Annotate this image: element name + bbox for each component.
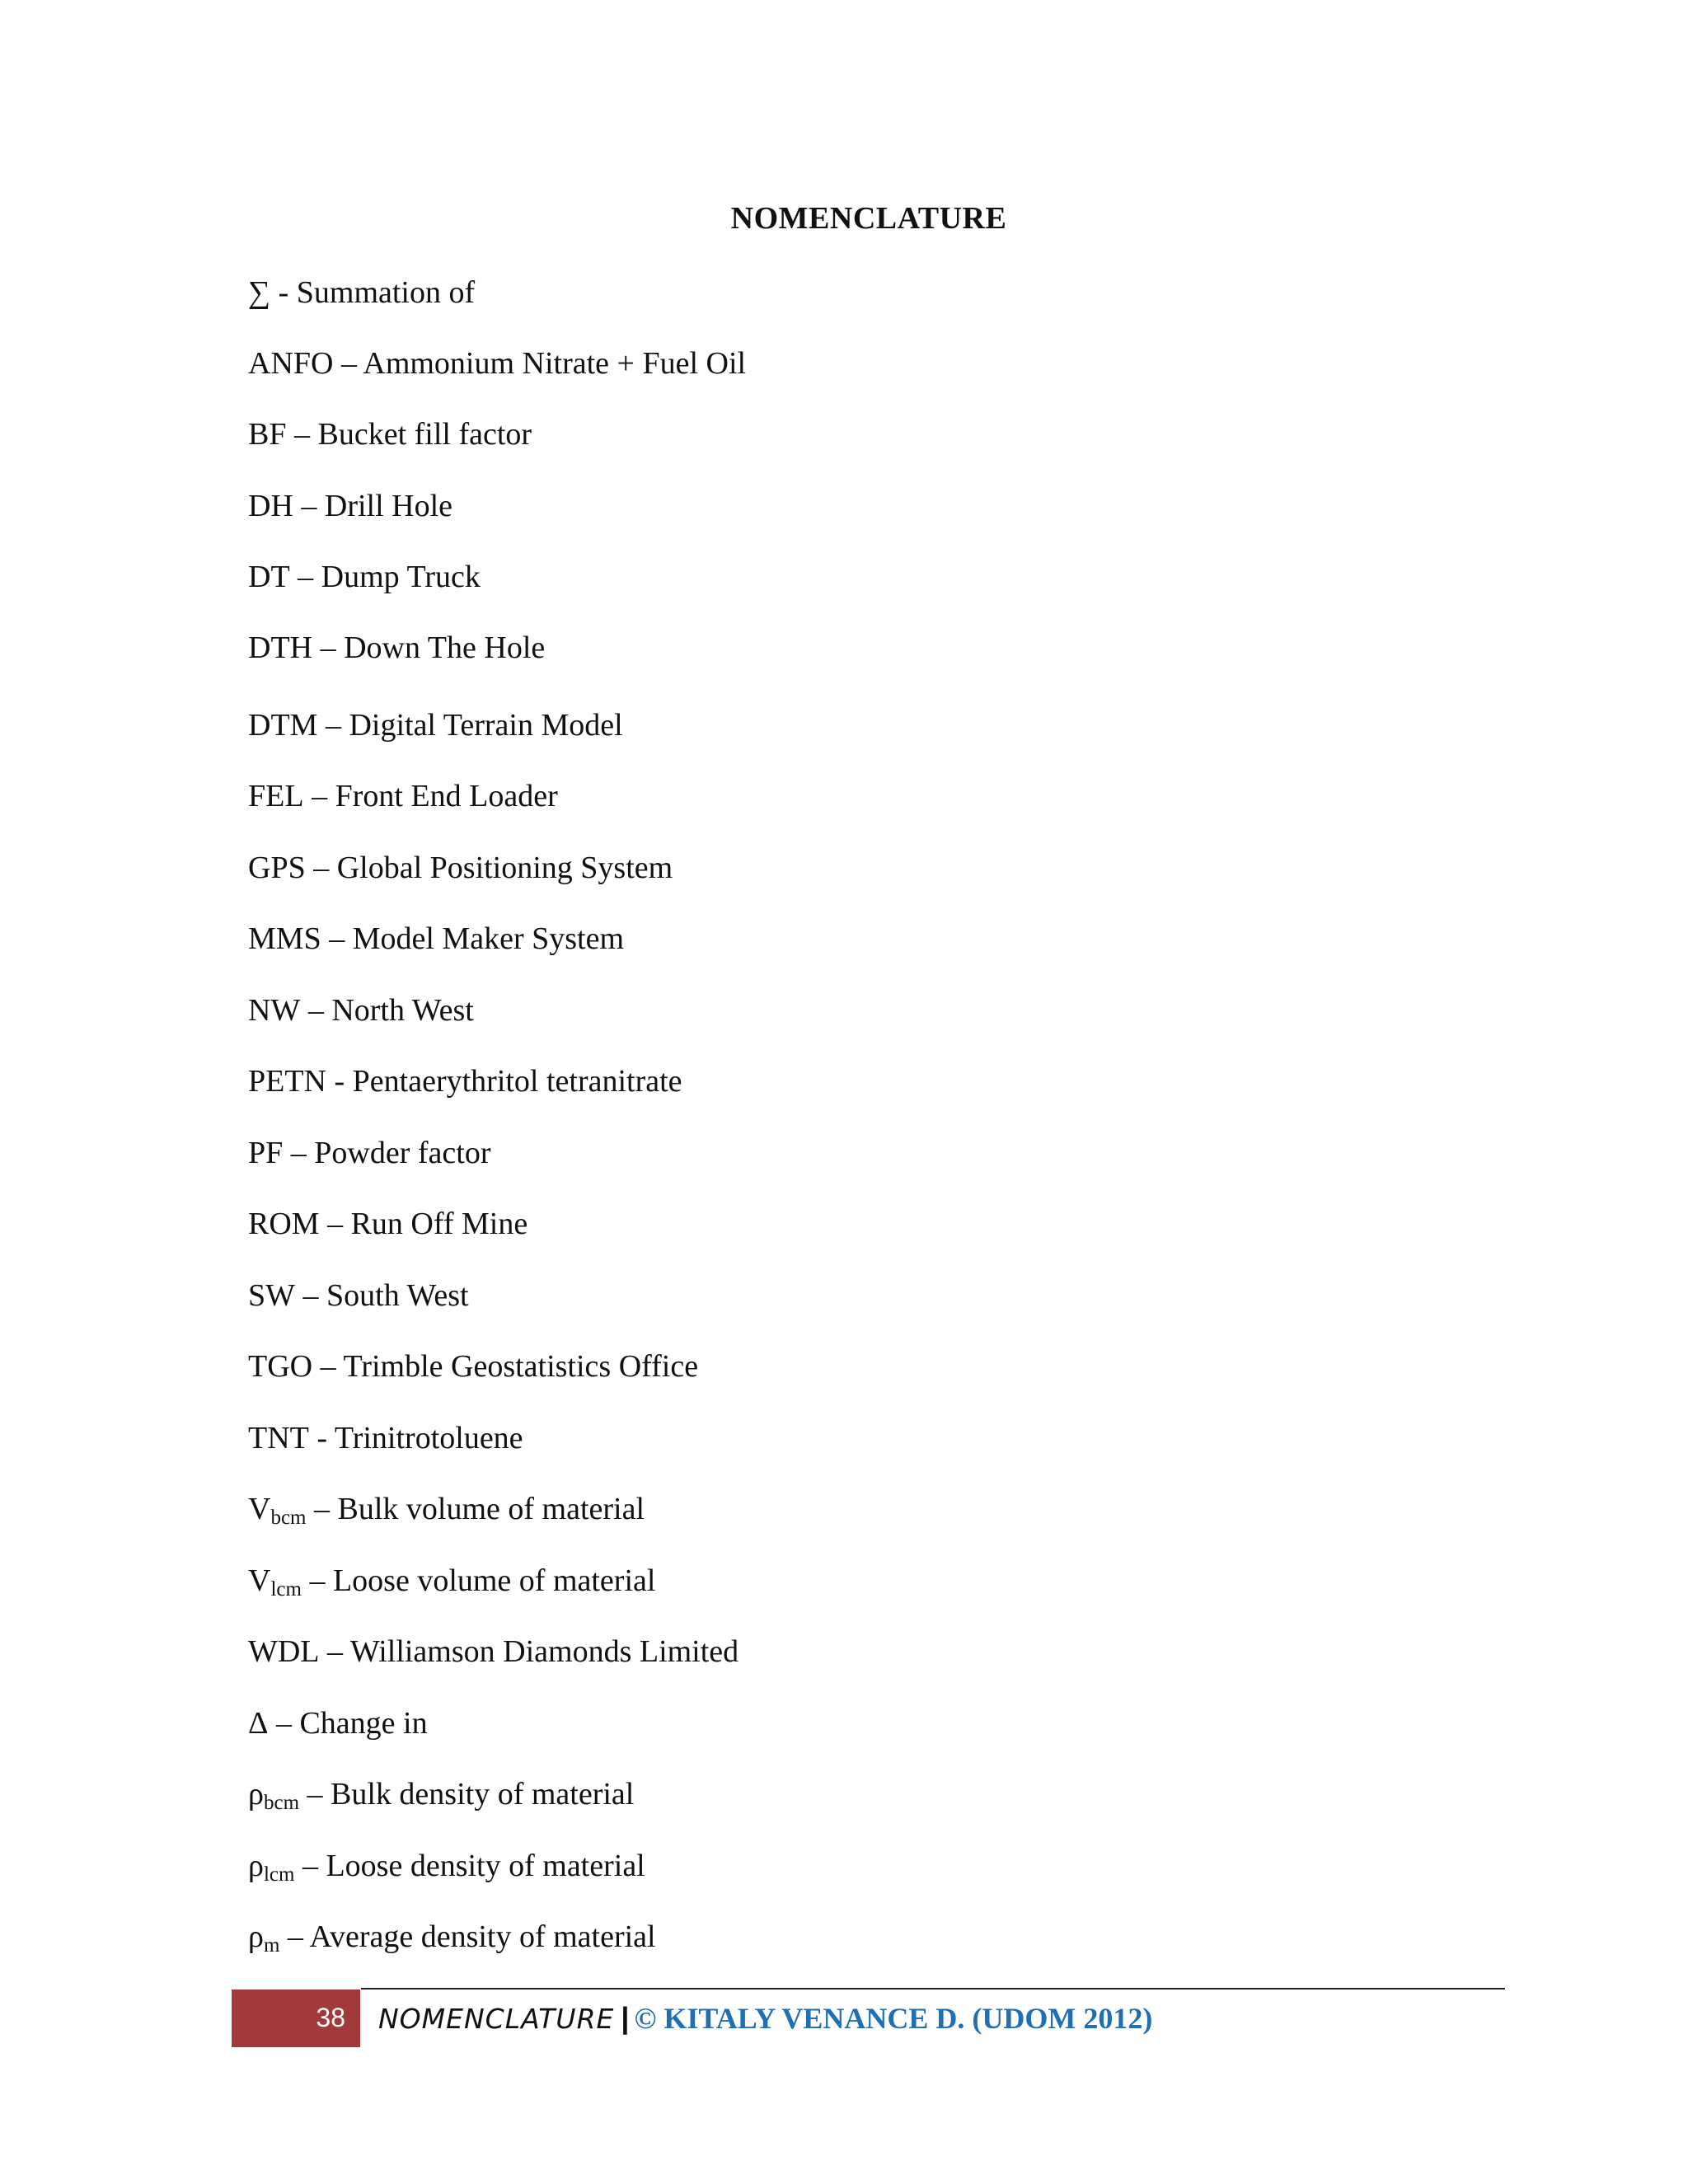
entry-description: Dump Truck [321, 560, 481, 594]
entry-subscript: m [263, 1934, 280, 1957]
entry-separator: – [321, 921, 353, 956]
entry-term: ρ [248, 1919, 264, 1954]
entry-description: North West [331, 993, 474, 1028]
nomenclature-entry [248, 1061, 682, 1102]
footer-copyright: © KITALY VENANCE D. (UDOM 2012) [634, 2002, 1153, 2035]
entry-separator: – [294, 1849, 326, 1883]
entry-description: Bulk volume of material [337, 1492, 645, 1526]
entry-subscript: bcm [270, 1507, 307, 1529]
entry-term: V [248, 1492, 271, 1526]
entry-term: WDL [248, 1634, 320, 1669]
entry-term: BF [248, 417, 287, 452]
footer-section-title: NOMENCLATURE [378, 2003, 615, 2035]
nomenclature-entry [248, 1916, 656, 1957]
entry-separator: – [319, 1634, 350, 1669]
entry-term: ρ [248, 1777, 264, 1811]
nomenclature-entry [248, 776, 558, 817]
entry-term: GPS [248, 851, 306, 885]
entry-separator: – [301, 1563, 333, 1598]
entry-term: Δ [248, 1706, 269, 1741]
entry-separator: – [317, 708, 349, 743]
entry-term: ROM [248, 1207, 320, 1241]
nomenclature-entry [248, 918, 624, 959]
nomenclature-entry [248, 1275, 469, 1316]
entry-description: Front End Loader [335, 779, 558, 813]
entry-term: SW [248, 1278, 295, 1313]
footer-separator: | [621, 2001, 630, 2035]
entry-separator: – [295, 1278, 326, 1313]
nomenclature-entry [248, 627, 545, 668]
page-footer [378, 1998, 1152, 2040]
entry-separator: – [279, 1919, 310, 1954]
nomenclature-entry [248, 847, 673, 888]
page-number-box [232, 1990, 360, 2047]
entry-description: Ammonium Nitrate + Fuel Oil [363, 346, 747, 381]
entry-description: Trimble Geostatistics Office [343, 1349, 699, 1384]
nomenclature-entry [248, 414, 532, 455]
entry-term: ∑ [248, 275, 271, 310]
entry-term: PF [248, 1136, 284, 1170]
entry-description: Bucket fill factor [317, 417, 532, 452]
nomenclature-entry [248, 990, 474, 1031]
entry-separator: – [305, 851, 337, 885]
nomenclature-entry [248, 1203, 528, 1244]
entry-description: Trinitrotoluene [334, 1421, 523, 1455]
entry-subscript: bcm [263, 1792, 300, 1814]
entry-description: Average density of material [309, 1919, 656, 1954]
entry-separator: – [312, 630, 345, 665]
entry-description: South West [326, 1278, 469, 1313]
entry-subscript: lcm [263, 1863, 295, 1886]
entry-description: Digital Terrain Model [349, 708, 623, 743]
entry-term: DTM [248, 708, 318, 743]
entry-term: TNT [248, 1421, 309, 1455]
nomenclature-entry [248, 1560, 655, 1601]
nomenclature-entry [248, 1845, 645, 1886]
entry-term: DH [248, 489, 293, 523]
entry-term: ANFO [248, 346, 334, 381]
nomenclature-entry [248, 1703, 428, 1744]
page-number: 38 [316, 2003, 345, 2032]
entry-separator: – [299, 1777, 331, 1811]
entry-separator: - [326, 1064, 353, 1099]
entry-description: Model Maker System [352, 921, 625, 956]
nomenclature-entry [248, 1631, 738, 1672]
nomenclature-entry [248, 485, 452, 527]
entry-subscript: lcm [270, 1578, 302, 1601]
entry-separator: – [283, 1136, 315, 1170]
footer-divider [361, 1988, 1505, 1990]
entry-description: Loose volume of material [332, 1563, 656, 1598]
nomenclature-entry [248, 272, 475, 313]
entry-description: Change in [299, 1706, 428, 1741]
nomenclature-entry [248, 1346, 698, 1387]
nomenclature-entry [248, 1488, 645, 1530]
entry-separator: – [293, 489, 325, 523]
entry-separator: – [300, 993, 332, 1028]
entry-separator: – [312, 1349, 344, 1384]
entry-description: Global Positioning System [336, 851, 673, 885]
nomenclature-entry [248, 1774, 634, 1815]
entry-term: FEL [248, 779, 304, 813]
entry-term: V [248, 1563, 271, 1598]
entry-term: DTH [248, 630, 313, 665]
entry-separator: - [270, 275, 297, 310]
nomenclature-entry [248, 1132, 490, 1174]
entry-description: Williamson Diamonds Limited [349, 1634, 739, 1669]
entry-separator: – [306, 1492, 338, 1526]
nomenclature-entry [248, 343, 746, 384]
entry-term: PETN [248, 1064, 326, 1099]
entry-term: NW [248, 993, 301, 1028]
entry-term: ρ [248, 1849, 264, 1883]
entry-separator: – [319, 1207, 351, 1241]
entry-description: Bulk density of material [331, 1777, 635, 1811]
entry-description: Down The Hole [344, 630, 546, 665]
entry-term: TGO [248, 1349, 313, 1384]
entry-separator: – [303, 779, 335, 813]
nomenclature-entry [248, 1418, 523, 1459]
entry-term: MMS [248, 921, 321, 956]
entry-term: DT [248, 560, 290, 594]
entry-description: Pentaerythritol tetranitrate [352, 1064, 682, 1099]
page-title: NOMENCLATURE [730, 201, 1007, 236]
entry-description: Drill Hole [324, 489, 453, 523]
entry-separator: – [333, 346, 363, 381]
entry-description: Loose density of material [326, 1849, 645, 1883]
entry-separator: – [289, 560, 321, 594]
entry-separator: - [308, 1421, 335, 1455]
entry-separator: – [268, 1706, 300, 1741]
nomenclature-entry [248, 556, 481, 598]
entry-separator: – [286, 417, 318, 452]
nomenclature-entry [248, 705, 623, 746]
entry-description: Summation of [296, 275, 476, 310]
entry-description: Powder factor [314, 1136, 491, 1170]
entry-description: Run Off Mine [350, 1207, 528, 1241]
